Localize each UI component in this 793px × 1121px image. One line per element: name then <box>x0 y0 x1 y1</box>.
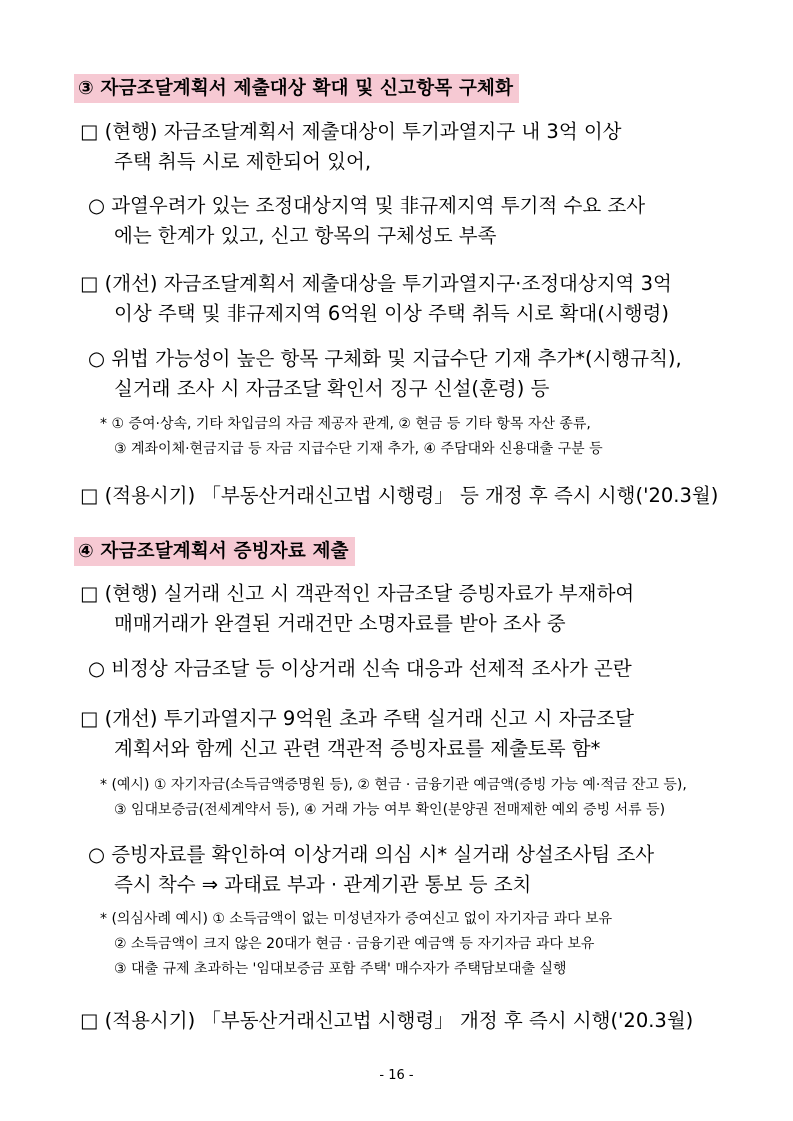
sec3-footnote-line2: ③ 계좌이체·현금지급 등 자금 지급수단 기재 추가, ④ 주담대와 신용대출 구분 등 <box>114 441 603 457</box>
sec3-current-line2: 주택 취득 시로 제한되어 있어, <box>114 150 372 173</box>
sec3-improve-line2: 이상 주택 및 非규제지역 6억원 이상 주택 취득 시로 확대(시행령) <box>114 302 669 325</box>
sec4-bullet2-line2: 즉시 착수 ⇒ 과태료 부과 · 관계기관 통보 등 조치 <box>114 873 532 896</box>
sec4-example-line1: * (의심사례 예시) ① 소득금액이 없는 미성년자가 증여신고 없이 자기자금 과다 보유 <box>100 911 613 927</box>
sec3-improve-bullet-line2: 실거래 조사 시 자금조달 확인서 징구 신설(훈령) 등 <box>114 377 550 400</box>
sec3-improve-bullet-line1: ○ 위법 가능성이 높은 항목 구체화 및 지급수단 기재 추가*(시행규칙), <box>88 347 682 370</box>
sec4-improve-line1: □ (개선) 투기과열지구 9억원 초과 주택 실거래 신고 시 자금조달 <box>80 707 634 730</box>
sec4-current-bullet: ○ 비정상 자금조달 등 이상거래 신속 대응과 선제적 조사가 곤란 <box>88 657 632 680</box>
sec3-apply-period: □ (적용시기) 「부동산거래신고법 시행령」 등 개정 후 즉시 시행('20.3월) <box>80 484 719 507</box>
sec4-apply-period: □ (적용시기) 「부동산거래신고법 시행령」 개정 후 즉시 시행('20.3월) <box>80 1009 694 1032</box>
sec3-improve-line1: □ (개선) 자금조달계획서 제출대상을 투기과열지구·조정대상지역 3억 <box>80 272 672 295</box>
section-4-title: ④ 자금조달계획서 증빙자료 제출 <box>74 537 355 563</box>
sec3-current-bullet-line1: ○ 과열우려가 있는 조정대상지역 및 非규제지역 투기적 수요 조사 <box>88 194 646 217</box>
sec4-footnote-line1: * (예시) ① 자기자금(소득금액증명원 등), ② 현금 · 금융기관 예금액(증빙 가능 예·적금 잔고 등), <box>100 777 687 793</box>
sec3-current-line1: □ (현행) 자금조달계획서 제출대상이 투기과열지구 내 3억 이상 <box>80 120 622 143</box>
section-3-title: ③ 자금조달계획서 제출대상 확대 및 신고항목 구체화 <box>74 74 519 100</box>
sec4-example-line3: ③ 대출 규제 초과하는 '임대보증금 포함 주택' 매수자가 주택담보대출 실행 <box>114 961 567 977</box>
sec4-current-line1: □ (현행) 실거래 신고 시 객관적인 자금조달 증빙자료가 부재하여 <box>80 582 635 605</box>
sec3-current-bullet-line2: 에는 한계가 있고, 신고 항목의 구체성도 부족 <box>114 224 497 247</box>
sec4-example-line2: ② 소득금액이 크지 않은 20대가 현금 · 금융기관 예금액 등 자기자금 과다 보유 <box>114 936 595 952</box>
sec4-footnote-line2: ③ 임대보증금(전세계약서 등), ④ 거래 가능 여부 확인(분양권 전매제한 예외 증빙 서류 등) <box>114 802 666 818</box>
sec3-footnote-line1: * ① 증여·상속, 기타 차입금의 자금 제공자 관계, ② 현금 등 기타 항목 자산 종류, <box>100 416 591 432</box>
sec4-current-line2: 매매거래가 완결된 거래건만 소명자료를 받아 조사 중 <box>114 612 566 635</box>
sec4-improve-line2: 계획서와 함께 신고 관련 객관적 증빙자료를 제출토록 함* <box>114 737 601 760</box>
page-number: - 16 - <box>379 1068 414 1083</box>
sec4-bullet2-line1: ○ 증빙자료를 확인하여 이상거래 의심 시* 실거래 상설조사팀 조사 <box>88 843 655 866</box>
